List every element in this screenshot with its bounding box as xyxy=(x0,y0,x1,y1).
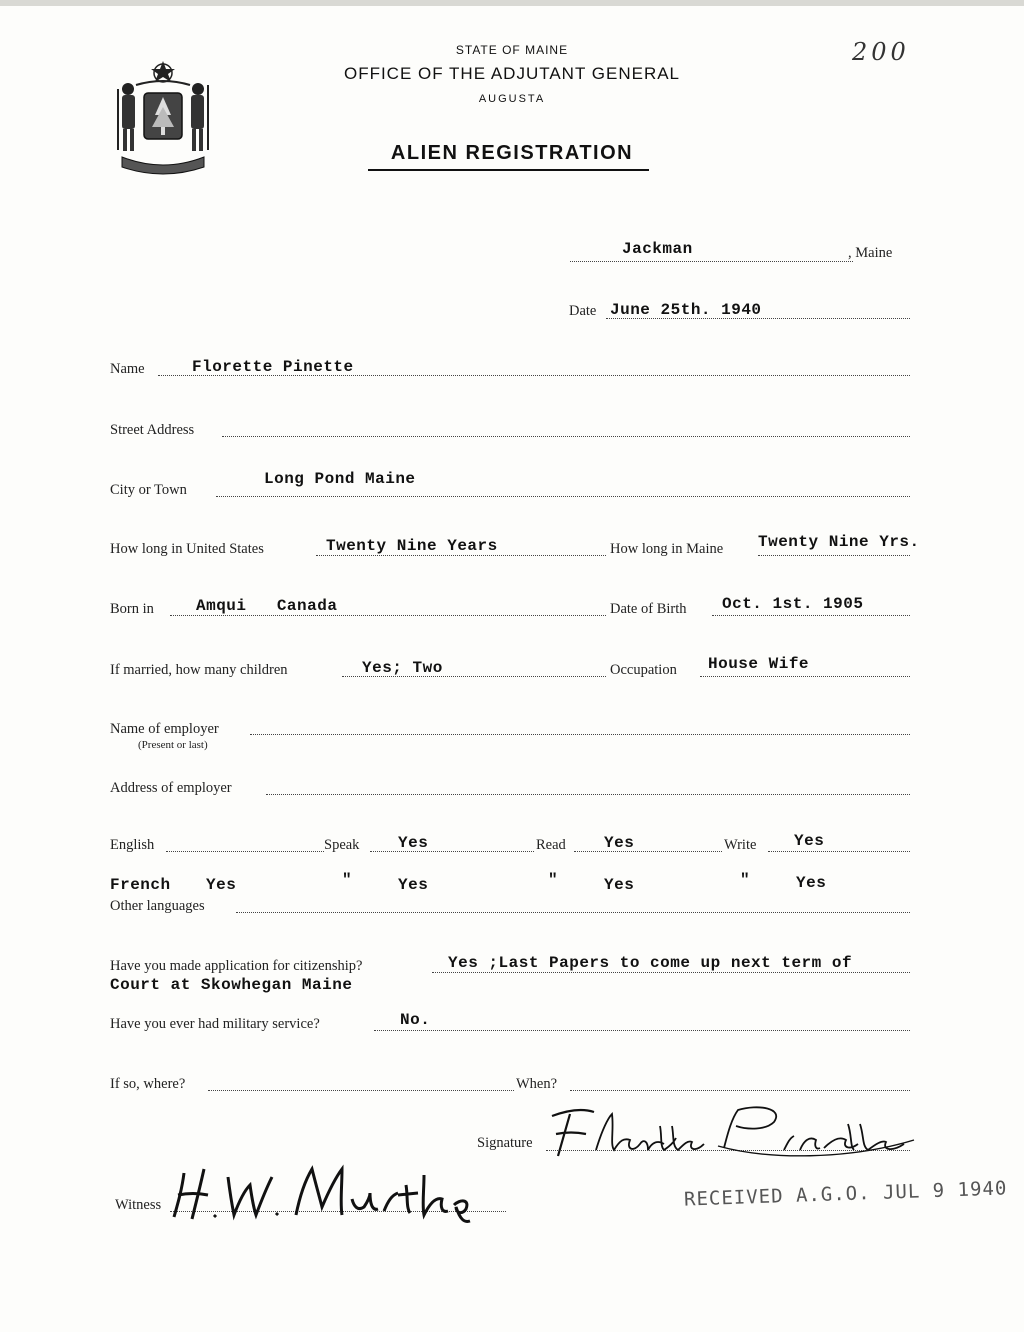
street-address-line xyxy=(222,436,910,437)
english-line xyxy=(166,851,324,852)
ditto-mark-3: " xyxy=(740,871,751,889)
ditto-mark-1: " xyxy=(342,871,353,889)
page-top-edge xyxy=(0,0,1024,6)
where-label: If so, where? xyxy=(110,1076,186,1092)
read-line xyxy=(574,851,722,852)
date-label: Date xyxy=(569,303,597,319)
header-state: STATE OF MAINE xyxy=(455,43,569,57)
date-value: June 25th. 1940 xyxy=(610,301,762,319)
other-languages-line xyxy=(236,912,910,913)
english-write-value: Yes xyxy=(794,832,825,850)
children-value: Yes; Two xyxy=(362,659,443,677)
military-line xyxy=(374,1030,910,1031)
date-of-birth-line xyxy=(712,615,910,616)
witness-signature-icon xyxy=(170,1155,480,1223)
children-label: If married, how many children xyxy=(110,662,288,678)
military-label: Have you ever had military service? xyxy=(110,1016,320,1032)
location-value: Jackman xyxy=(622,240,693,258)
speak-line xyxy=(370,851,534,852)
other-language-read-value: Yes xyxy=(398,876,429,894)
other-language-speak-value: Yes xyxy=(206,876,237,894)
occupation-value: House Wife xyxy=(708,655,810,673)
occupation-label: Occupation xyxy=(610,662,677,678)
english-label: English xyxy=(110,837,155,853)
city-line xyxy=(216,496,910,497)
citizenship-line xyxy=(432,972,910,973)
military-value: No. xyxy=(400,1011,431,1029)
other-language-name: French xyxy=(110,876,171,894)
where-line xyxy=(208,1090,514,1091)
employer-address-label: Address of employer xyxy=(110,780,232,796)
applicant-signature-icon xyxy=(548,1100,918,1160)
witness-label: Witness xyxy=(115,1197,162,1213)
file-number: 200 xyxy=(852,38,910,66)
city-value: Long Pond Maine xyxy=(264,470,416,488)
born-in-line xyxy=(170,615,606,616)
employer-address-line xyxy=(266,794,910,795)
employer-name-sublabel: (Present or last) xyxy=(138,739,208,751)
english-speak-value: Yes xyxy=(398,834,429,852)
when-line xyxy=(570,1090,910,1091)
name-label: Name xyxy=(110,361,145,377)
received-stamp: RECEIVED A.G.O. JUL 9 1940 xyxy=(683,1177,1008,1211)
employer-name-line xyxy=(250,734,910,735)
read-label: Read xyxy=(536,837,566,853)
other-language-read2-value: Yes xyxy=(604,876,635,894)
citizenship-value-line1: Yes ;Last Papers to come up next term of xyxy=(448,954,853,972)
how-long-maine-value: Twenty Nine Yrs. xyxy=(758,533,920,551)
citizenship-value-line2: Court at Skowhegan Maine xyxy=(110,976,353,994)
location-line xyxy=(570,261,853,262)
location-suffix: , Maine xyxy=(848,245,893,261)
ditto-mark-2: " xyxy=(548,871,559,889)
city-label: City or Town xyxy=(110,482,187,498)
date-of-birth-label: Date of Birth xyxy=(610,601,687,617)
employer-name-label: Name of employer xyxy=(110,721,219,737)
form-title: ALIEN REGISTRATION xyxy=(390,142,634,164)
other-language-write-value: Yes xyxy=(796,874,827,892)
occupation-line xyxy=(700,676,910,677)
write-line xyxy=(768,851,910,852)
header-office: OFFICE OF THE ADJUTANT GENERAL xyxy=(343,64,681,83)
street-address-label: Street Address xyxy=(110,422,195,438)
signature-label: Signature xyxy=(477,1135,533,1151)
name-value: Florette Pinette xyxy=(192,358,354,376)
how-long-us-line xyxy=(316,555,606,556)
how-long-maine-line xyxy=(758,555,910,556)
other-languages-label: Other languages xyxy=(110,898,205,914)
speak-label: Speak xyxy=(324,837,360,853)
write-label: Write xyxy=(724,837,757,853)
born-in-label: Born in xyxy=(110,601,154,617)
how-long-us-value: Twenty Nine Years xyxy=(326,537,498,555)
when-label: When? xyxy=(516,1076,558,1092)
how-long-us-label: How long in United States xyxy=(110,541,264,557)
header-city: AUGUSTA xyxy=(478,93,546,105)
english-read-value: Yes xyxy=(604,834,635,852)
citizenship-label: Have you made application for citizenship? xyxy=(110,958,363,974)
title-underline xyxy=(368,169,649,171)
born-in-value: Amqui Canada xyxy=(196,597,338,615)
how-long-maine-label: How long in Maine xyxy=(610,541,724,557)
date-of-birth-value: Oct. 1st. 1905 xyxy=(722,595,864,613)
